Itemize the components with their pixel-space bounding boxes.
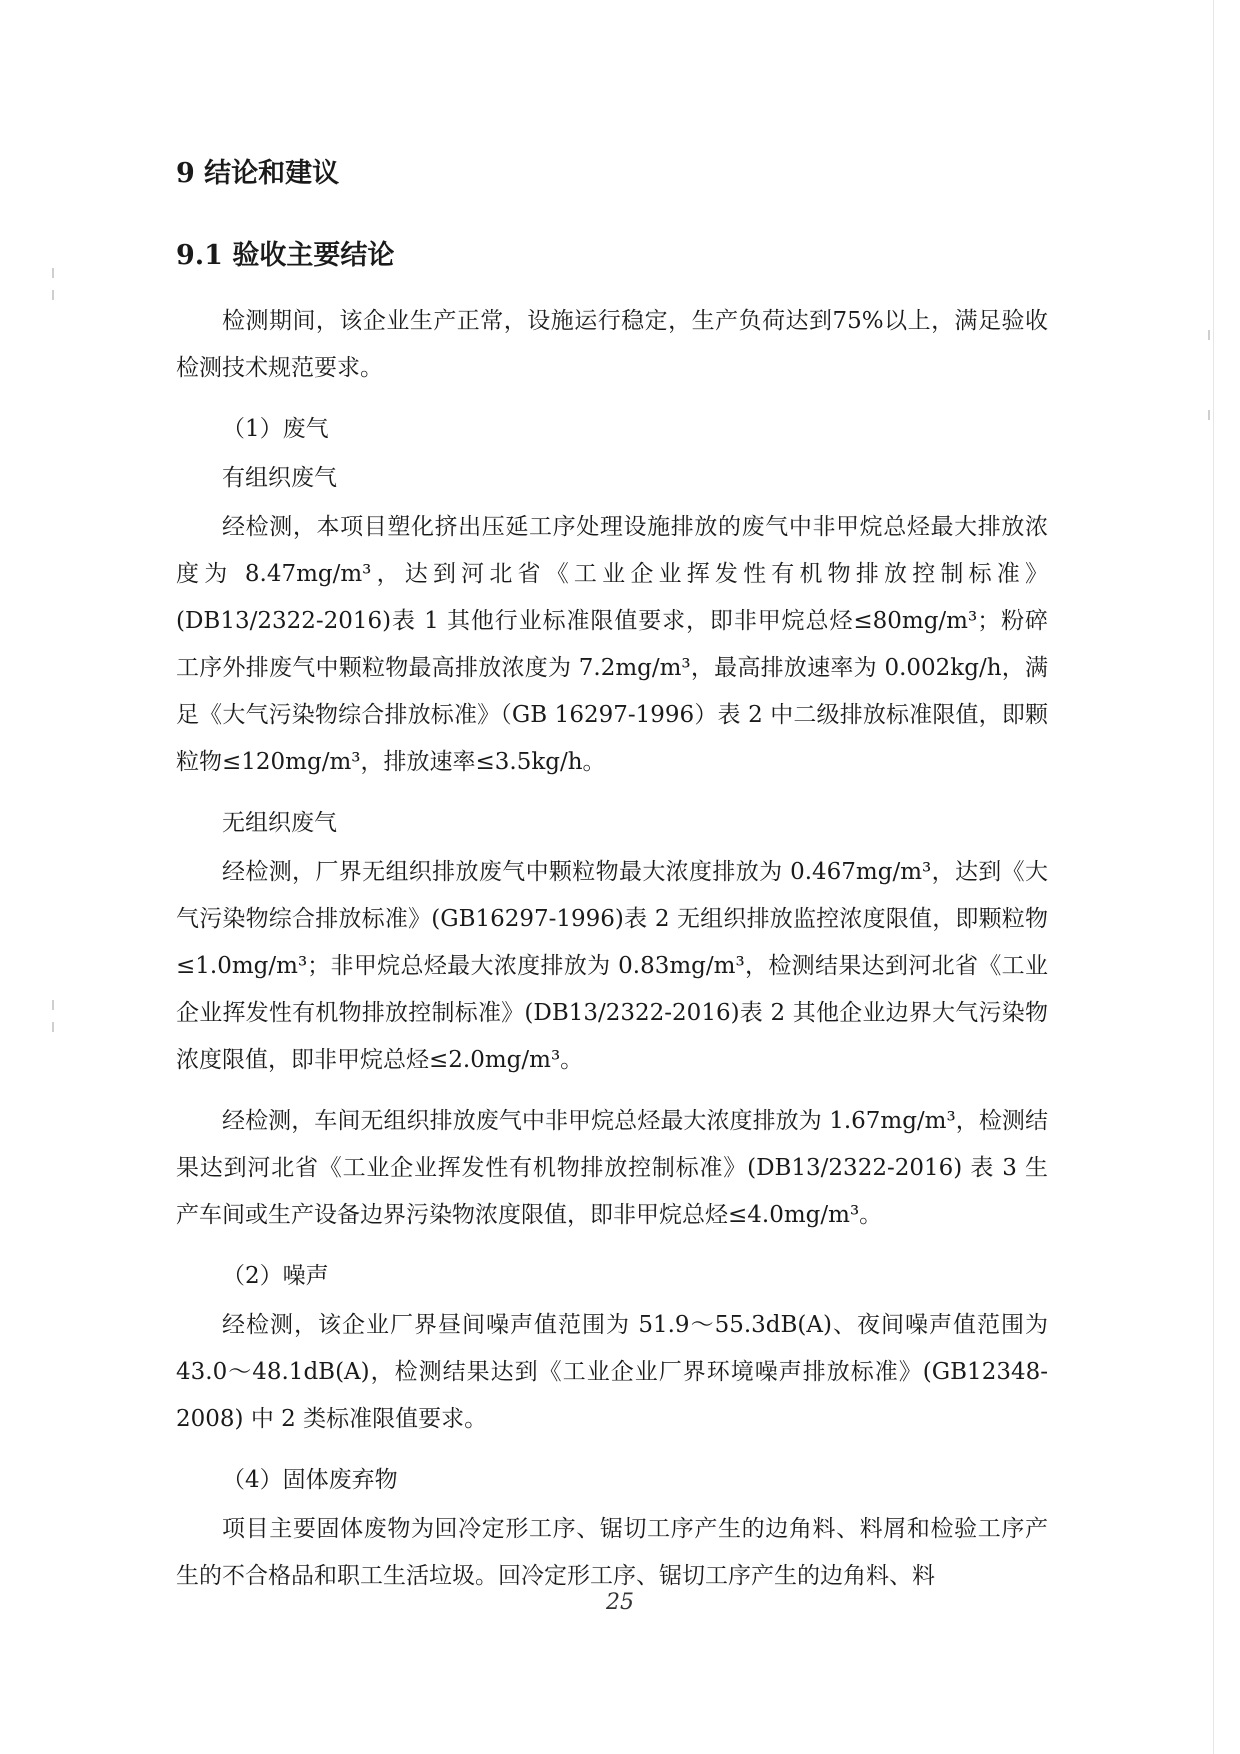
unorganized-emission-paragraph-2: 经检测，车间无组织排放废气中非甲烷总烃最大浓度排放为 1.67mg/m³，检测结果达到河北省《工业企业挥发性有机物排放控制标准》(DB13/2322-2016) 表 3 生产车间或生产设备边界污染物浓度限值，即非甲烷总烃≤4.0mg/m³。	[176, 1108, 1048, 1228]
waste-gas-heading: （1）废气	[222, 416, 329, 442]
scan-mark	[1208, 330, 1210, 340]
scan-mark	[52, 1000, 54, 1010]
unorganized-emission-paragraph-1: 经检测，厂界无组织排放废气中颗粒物最大浓度排放为 0.467mg/m³，达到《大气污染物综合排放标准》(GB16297-1996)表 2 无组织排放监控浓度限值，即颗粒物≤1.0mg/m³；非甲烷总烃最大浓度排放为 0.83mg/m³，检测结果达到河北省《工业企业挥发性有机物排放控制标准》(DB13/2322-2016)表 2 其他企业边界大气污染物浓度限值，即非甲烷总烃≤2.0mg/m³。	[176, 859, 1048, 1073]
noise-paragraph: 经检测，该企业厂界昼间噪声值范围为 51.9～55.3dB(A)、夜间噪声值范围为 43.0～48.1dB(A)，检测结果达到《工业企业厂界环境噪声排放标准》(GB12348-2008) 中 2 类标准限值要求。	[176, 1312, 1048, 1432]
organized-emission-heading: 有组织废气	[222, 465, 337, 491]
scan-mark	[52, 290, 54, 300]
unorganized-emission-heading: 无组织废气	[222, 810, 337, 836]
document-body	[176, 150, 1048, 1614]
scan-mark	[1208, 410, 1210, 420]
page-number: 25	[606, 1590, 634, 1615]
organized-emission-paragraph: 经检测，本项目塑化挤出压延工序处理设施排放的废气中非甲烷总烃最大排放浓度为 8.47mg/m³，达到河北省《工业企业挥发性有机物排放控制标准》(DB13/2322-2016)表 1 其他行业标准限值要求，即非甲烷总烃≤80mg/m³；粉碎工序外排废气中颗粒物最高排放浓度为 7.2mg/m³，最高排放速率为 0.002kg/h，满足《大气污染物综合排放标准》（GB 16297-1996）表 2 中二级排放标准限值，即颗粒物≤120mg/m³，排放速率≤3.5kg/h。	[176, 514, 1048, 775]
scan-mark	[52, 1022, 54, 1032]
subsection-heading: 9.1 验收主要结论	[176, 240, 395, 271]
section-heading: 9 结论和建议	[176, 158, 340, 189]
intro-paragraph: 检测期间，该企业生产正常，设施运行稳定，生产负荷达到75%以上，满足验收检测技术规范要求。	[176, 308, 1048, 381]
noise-heading: （2）噪声	[222, 1263, 329, 1289]
scan-mark	[52, 268, 54, 278]
scan-edge	[1213, 0, 1214, 1754]
solid-waste-paragraph: 项目主要固体废物为回冷定形工序、锯切工序产生的边角料、料屑和检验工序产生的不合格品和职工生活垃圾。回冷定形工序、锯切工序产生的边角料、料	[176, 1516, 1048, 1589]
solid-waste-heading: （4）固体废弃物	[222, 1467, 398, 1493]
